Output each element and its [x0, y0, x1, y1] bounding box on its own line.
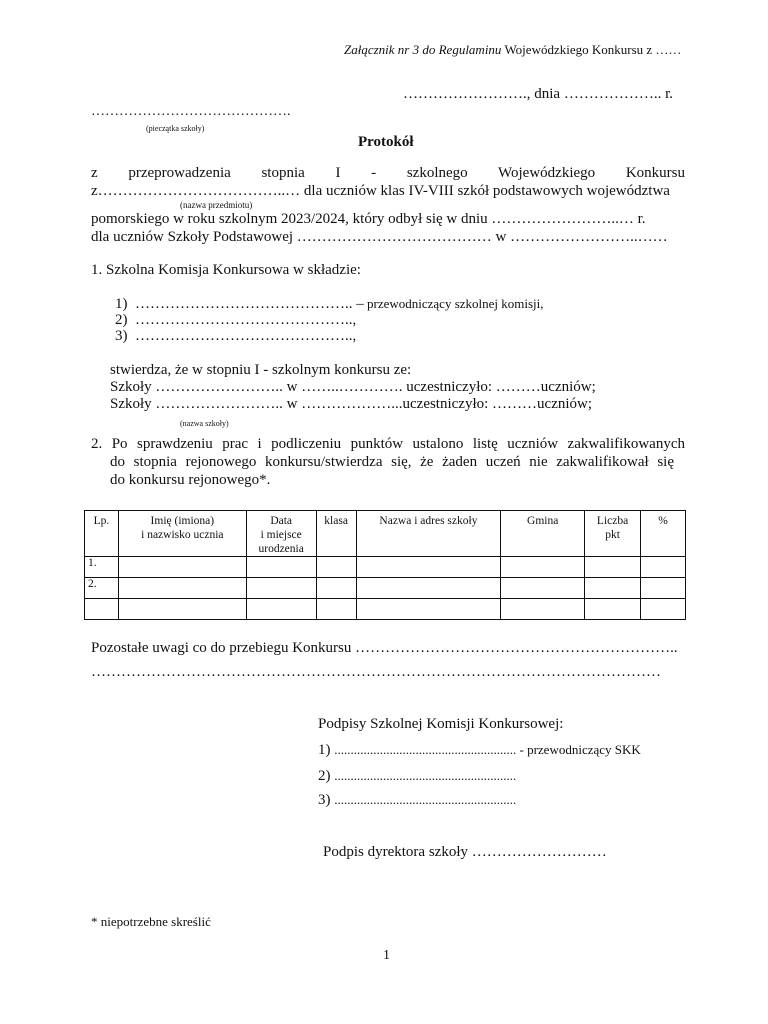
signature-2	[318, 768, 516, 785]
section-2-line-3: do konkursu rejonowego*.	[110, 472, 271, 488]
member-1	[115, 296, 544, 313]
header-klasa: klasa	[316, 511, 356, 557]
school-line-1: Szkoły …………………….. w ……..…………. uczestniczyło: ………uczniów;	[110, 379, 596, 395]
subject-caption: (nazwa przedmiotu)	[180, 200, 253, 210]
header-gmina: Gmina	[501, 511, 585, 557]
signature-1	[318, 742, 641, 759]
table-header-row	[85, 511, 686, 557]
table-row	[85, 557, 686, 578]
stamp-line: …………………………………….	[91, 104, 291, 119]
annex-italic: Załącznik nr 3 do Regulaminu	[344, 42, 502, 57]
header-school: Nazwa i adres szkoły	[356, 511, 501, 557]
member-role: przewodniczący szkolnej komisji,	[363, 296, 544, 311]
signature-dots: ........................................................	[334, 768, 517, 783]
member-number: 1)	[115, 296, 128, 312]
footnote: * niepotrzebne skreślić	[91, 914, 211, 929]
section-2-line-2: do stopnia rejonowego konkursu/stwierdza się, że żaden uczeń nie zakwalifikował się	[110, 454, 674, 470]
row-index: 2.	[85, 578, 119, 599]
intro-line-1: z przeprowadzenia stopnia I - szkolnego Wojewódzkiego Konkursu	[91, 165, 685, 181]
member-dots: …………………………………….. –	[135, 296, 364, 312]
school-line-2: Szkoły …………………….. w ………………...uczestniczyło: ………uczniów;	[110, 396, 593, 412]
signature-number: 1)	[318, 742, 331, 758]
annex-header	[344, 42, 681, 58]
states-line: stwierdza, że w stopniu I - szkolnym konkursu ze:	[110, 362, 412, 378]
annex-rest: Wojewódzkiego Konkursu z ……	[501, 42, 682, 57]
remarks-line-2: ……………………………………………………………………………………………………	[91, 664, 661, 680]
signature-dots: ........................................................	[334, 792, 517, 807]
header-name: Imię (imiona) i nazwisko ucznia	[118, 511, 246, 557]
stamp-caption: (pieczątka szkoły)	[146, 124, 205, 133]
member-2	[115, 312, 356, 329]
header-lp: Lp.	[85, 511, 119, 557]
signature-number: 2)	[318, 768, 331, 784]
document-title: Protokół	[358, 134, 414, 150]
member-dots: ……………………………………..,	[135, 328, 357, 344]
header-birth: Data i miejsce urodzenia	[246, 511, 316, 557]
intro-line-2: z………………………………..… dla uczniów klas IV-VIII szkół podstawowych województwa	[91, 183, 670, 199]
signature-3	[318, 792, 516, 809]
signatures-title: Podpisy Szkolnej Komisji Konkursowej:	[318, 716, 564, 732]
signature-number: 3)	[318, 792, 331, 808]
intro-line-4: dla uczniów Szkoły Podstawowej ………………………………… w ……………………..……	[91, 229, 668, 245]
remarks-line-1: Pozostałe uwagi co do przebiegu Konkursu ………………………………………………………..	[91, 640, 678, 656]
signature-dots: ........................................................	[334, 742, 517, 757]
table-row	[85, 599, 686, 620]
member-number: 2)	[115, 312, 128, 328]
qualified-students-table	[84, 510, 686, 620]
section-1-heading: 1. Szkolna Komisja Konkursowa w składzie:	[91, 262, 361, 278]
director-signature: Podpis dyrektora szkoły ………………………	[323, 844, 607, 860]
member-number: 3)	[115, 328, 128, 344]
intro-line-3: pomorskiego w roku szkolnym 2023/2024, który odbył się w dniu ……………………..… r.	[91, 211, 646, 227]
signature-role: - przewodniczący SKK	[516, 742, 641, 757]
row-index	[85, 599, 119, 620]
section-2-line-1: 2. Po sprawdzeniu prac i podliczeniu punktów ustalono listę uczniów zakwalifikowanych	[91, 436, 685, 452]
page-number: 1	[383, 948, 390, 963]
member-3	[115, 328, 356, 345]
school-caption: (nazwa szkoły)	[180, 419, 229, 428]
row-index: 1.	[85, 557, 119, 578]
header-percent: %	[641, 511, 686, 557]
table-row	[85, 578, 686, 599]
header-points: Liczba pkt	[585, 511, 641, 557]
member-dots: ……………………………………..,	[135, 312, 357, 328]
place-date-line: ……………………., dnia ……………….. r.	[403, 86, 673, 102]
